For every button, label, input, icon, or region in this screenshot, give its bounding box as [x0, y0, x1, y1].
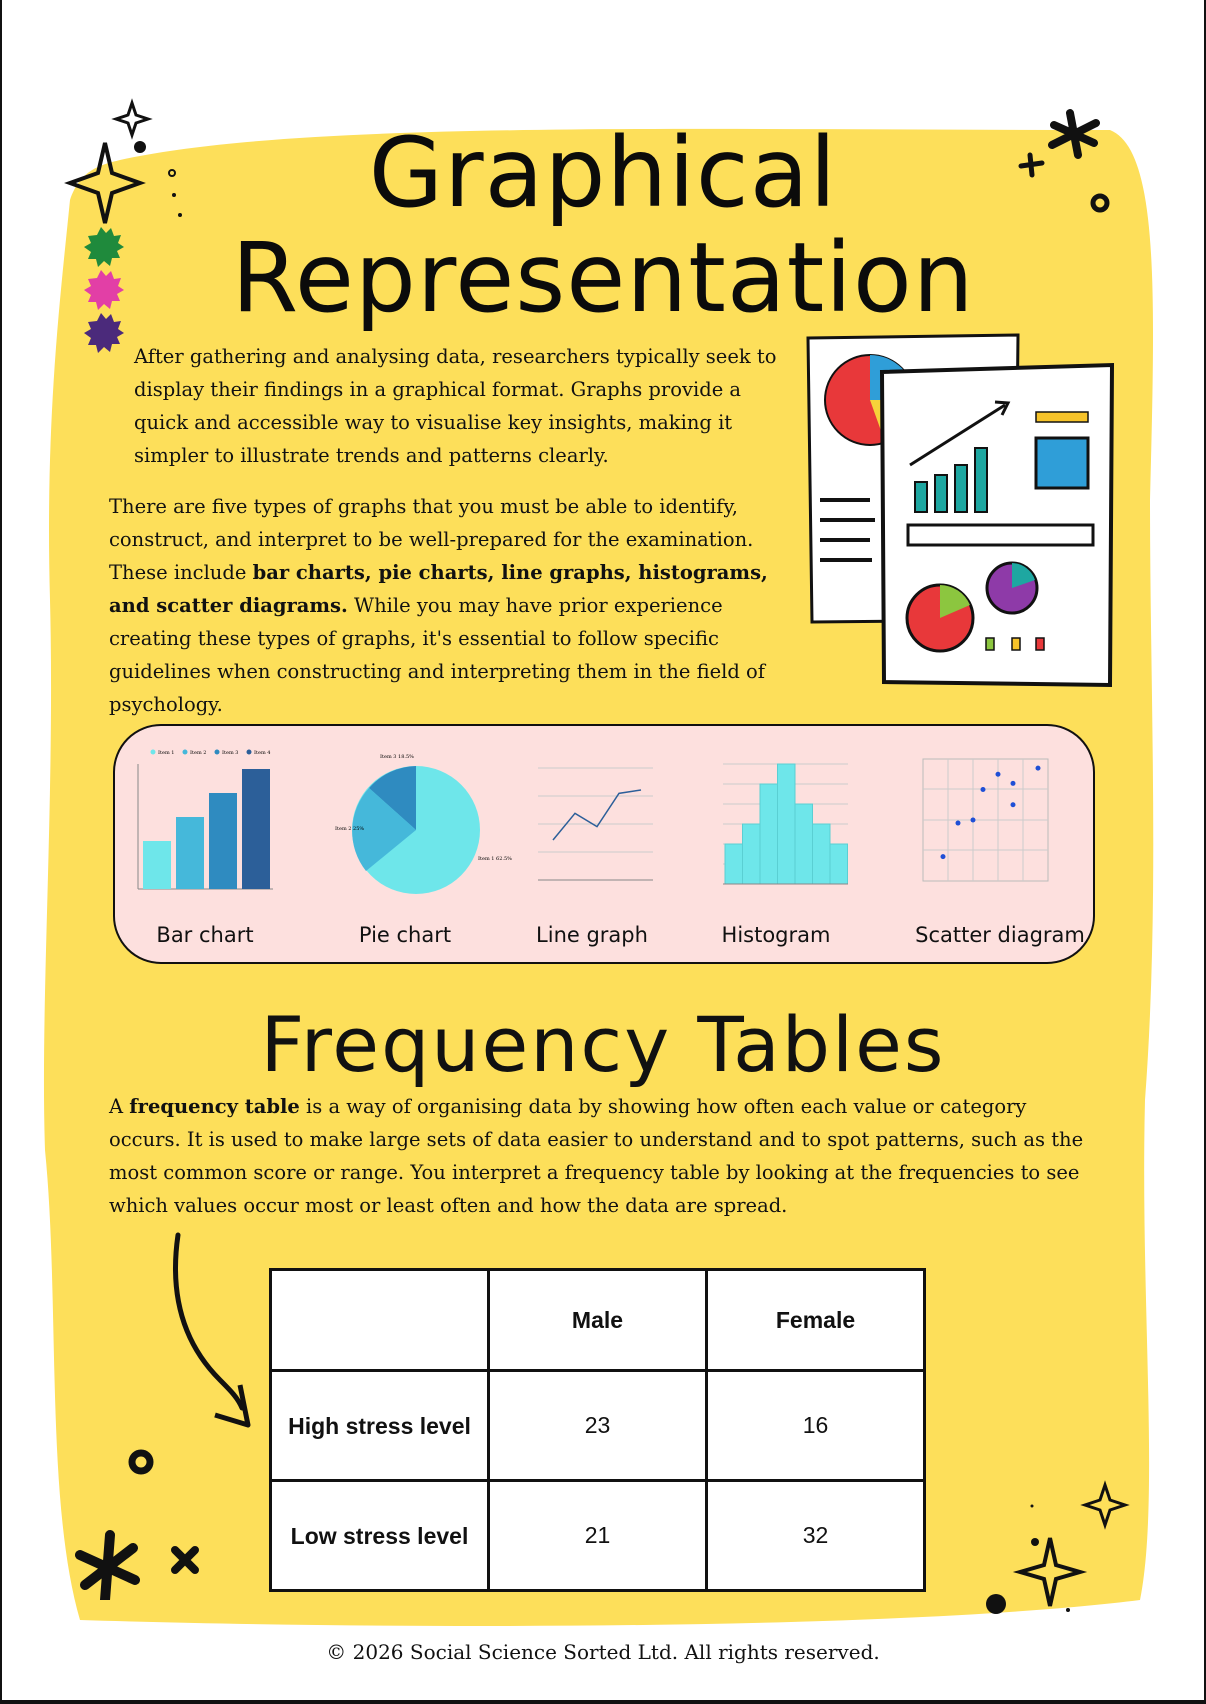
histogram-bar-7 — [830, 844, 848, 884]
pie-label-3: Item 3 18.5% — [380, 754, 414, 760]
label-scatter-diagram: Scatter diagram — [915, 923, 1085, 947]
pie-label-1: Item 1 62.5% — [478, 856, 512, 862]
page-title-line-2: Representation — [231, 222, 975, 334]
pie-label-2: Item 2 25% — [335, 826, 365, 832]
histogram-bar-6 — [813, 824, 831, 884]
label-line-graph: Line graph — [536, 923, 648, 947]
example-line-graph — [538, 768, 653, 880]
bar-2 — [176, 817, 204, 889]
frequency-table-term: frequency table — [129, 1095, 300, 1118]
sparkle-decoration-bottom-right — [980, 1480, 1150, 1620]
label-histogram: Histogram — [721, 923, 831, 947]
row-label-low-stress: Low stress level — [271, 1481, 489, 1591]
legend-label-4: Item 4 — [254, 750, 271, 756]
legend-marker-1 — [151, 750, 156, 755]
bar-1 — [143, 841, 171, 889]
example-pie-chart — [335, 754, 512, 894]
table-header-empty — [271, 1270, 489, 1371]
label-bar-chart: Bar chart — [156, 923, 254, 947]
legend-marker-4 — [247, 750, 252, 755]
cell-high-male: 23 — [489, 1371, 707, 1481]
page-title-line-1: Graphical — [368, 117, 838, 229]
scatter-point-3 — [971, 818, 976, 823]
row-label-high-stress: High stress level — [271, 1371, 489, 1481]
histogram-bar-2 — [743, 824, 761, 884]
histogram-bar-5 — [795, 804, 813, 884]
table-header-row — [271, 1270, 925, 1371]
intro-paragraph-1: After gathering and analysing data, researchers typically seek to display their findings in a graphical format. Graphs provide a quick and accessible way to visualise key insights, making it simpler to illustrate trends and patterns clearly. — [134, 345, 777, 467]
chart-report-illustration — [800, 330, 1120, 690]
bar-4 — [242, 769, 270, 889]
scatter-point-6 — [1011, 781, 1016, 786]
scatter-point-2 — [956, 821, 961, 826]
scatter-point-8 — [1036, 766, 1041, 771]
table-row — [271, 1371, 925, 1481]
scatter-point-1 — [941, 854, 946, 859]
scatter-point-5 — [996, 772, 1001, 777]
cell-low-female: 32 — [707, 1481, 925, 1591]
legend-label-1: Item 1 — [158, 750, 175, 756]
star-decoration-bottom-left — [75, 1440, 215, 1600]
frequency-tables-title: Frequency Tables — [260, 1000, 946, 1089]
example-bar-chart — [138, 750, 273, 890]
histogram-bar-3 — [760, 784, 778, 884]
legend-marker-2 — [183, 750, 188, 755]
frequency-paragraph: A frequency table is a way of organising data by showing how often each value or category occurs. It is used to make large sets of data easier to understand and to spot patterns, such as the most common score or range. You interpret a frequency table by looking at the frequencies to see which values occur most or least often and how the data are spread. — [109, 1095, 1084, 1217]
arrow-decoration — [160, 1230, 270, 1430]
table-header-female: Female — [707, 1270, 925, 1371]
intro-paragraph-2: There are five types of graphs that you must be able to identify, construct, and interpret to be well-prepared for the examination. These include bar charts, pie charts, line graphs, histograms, and scatter diagrams. While you may have prior experience creating these types of graphs, it's essential to follow specific guidelines when constructing and interpreting them in the field of psychology. — [109, 495, 768, 716]
copyright-footer: © 2026 Social Science Sorted Ltd. All rights reserved. — [326, 1640, 880, 1664]
label-pie-chart: Pie chart — [358, 923, 452, 947]
table-row — [271, 1481, 925, 1591]
scatter-point-4 — [981, 787, 986, 792]
histogram-bar-1 — [725, 844, 743, 884]
bar-3 — [209, 793, 237, 889]
graph-examples-drawings — [113, 724, 1091, 924]
scatter-point-7 — [1011, 802, 1016, 807]
example-scatter-diagram — [923, 759, 1048, 881]
frequency-table — [269, 1268, 926, 1592]
legend-label-3: Item 3 — [222, 750, 239, 756]
cell-high-female: 16 — [707, 1371, 925, 1481]
cell-low-male: 21 — [489, 1481, 707, 1591]
table-header-male: Male — [489, 1270, 707, 1371]
legend-marker-3 — [215, 750, 220, 755]
legend-label-2: Item 2 — [190, 750, 207, 756]
histogram-bar-4 — [778, 764, 796, 884]
graph-types-bold: bar charts, pie charts, line graphs, histograms, and scatter diagrams. — [109, 561, 768, 617]
example-histogram — [723, 764, 848, 884]
